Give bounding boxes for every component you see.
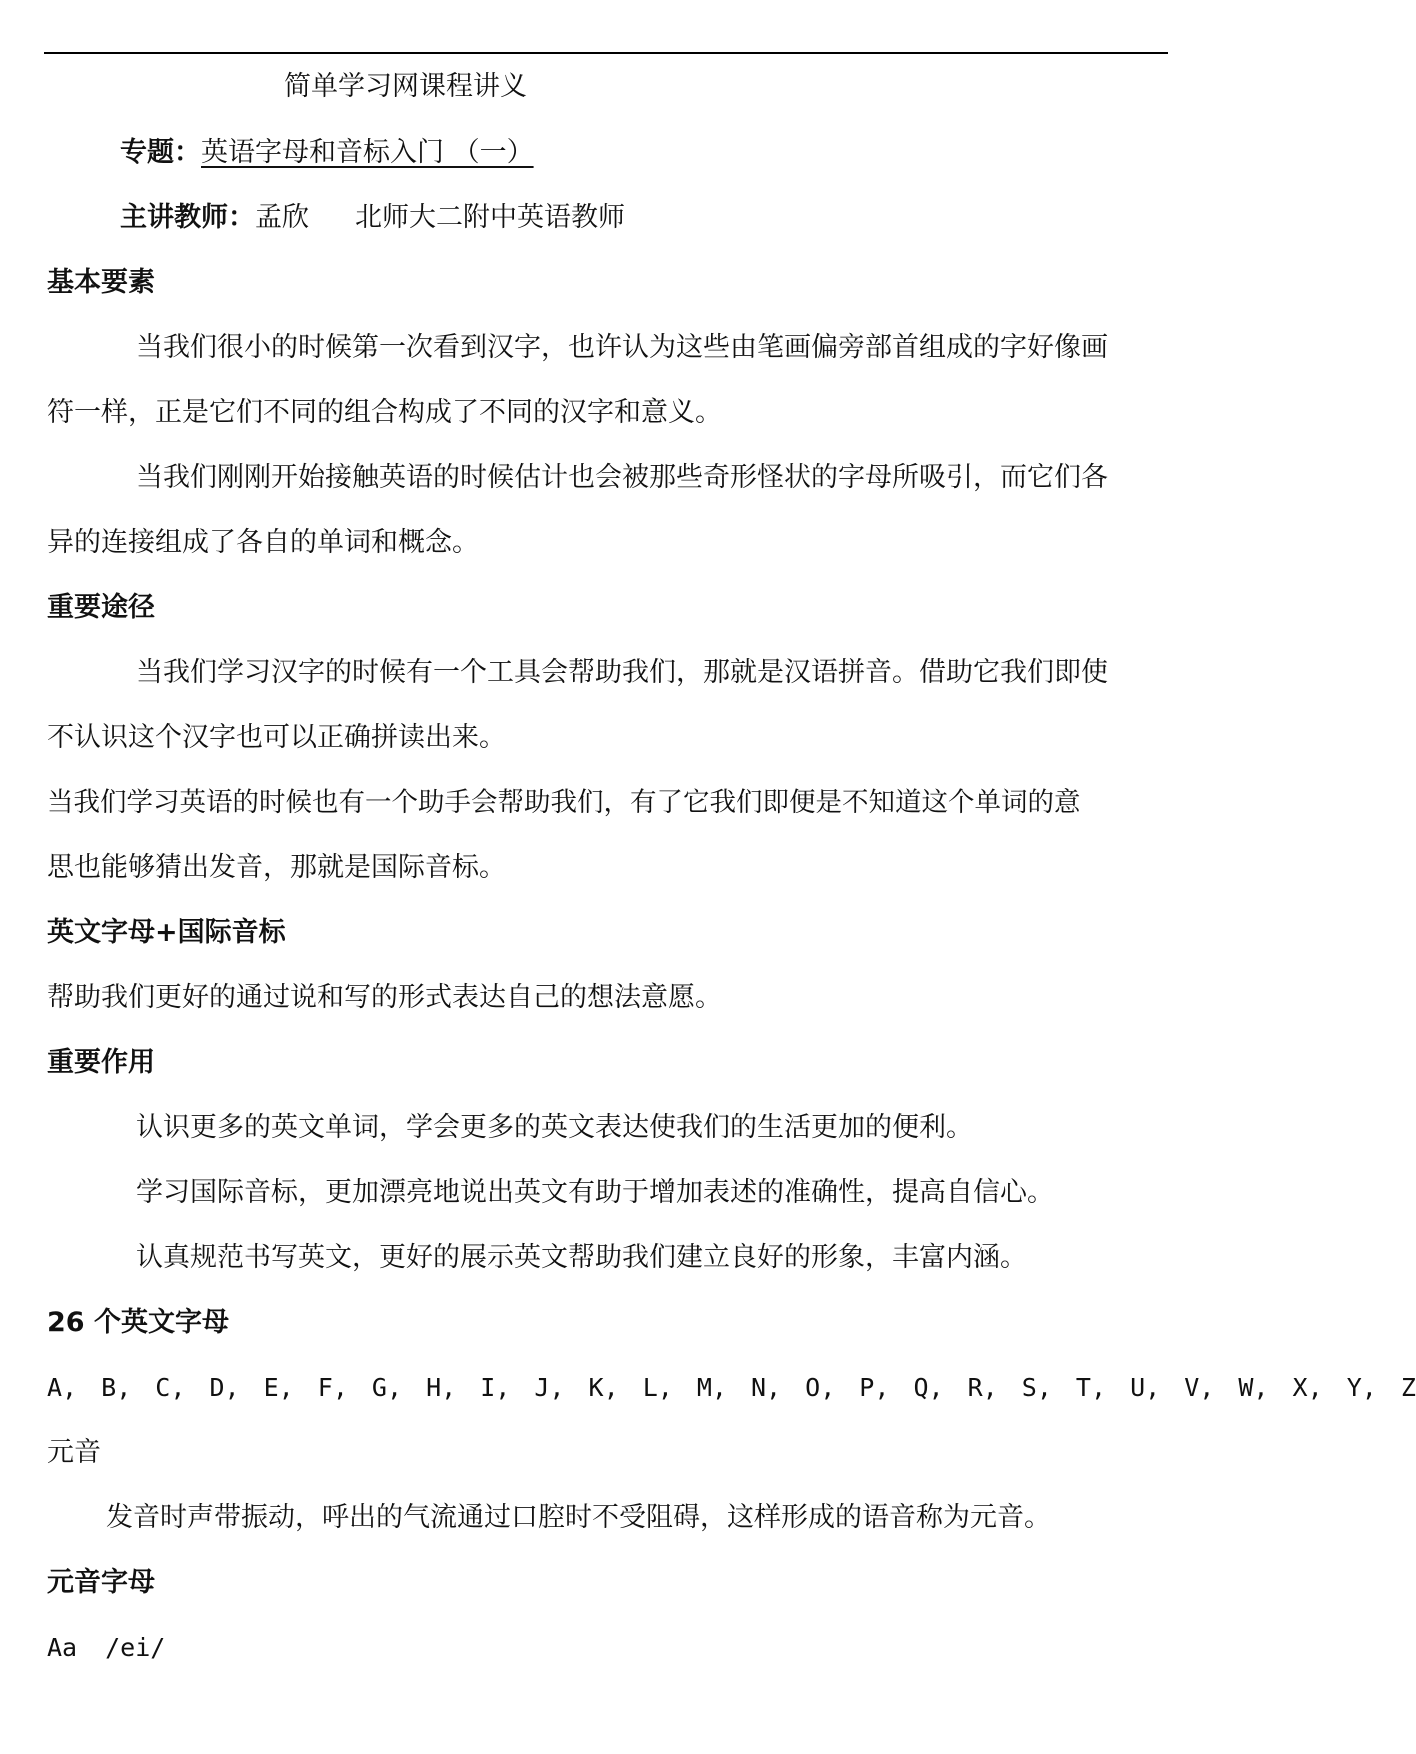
path-paragraph-1-line-1: 当我们学习汉字的时候有一个工具会帮助我们，那就是汉语拼音。借助它我们即使: [136, 657, 1108, 688]
basic-paragraph-1-line-1: 当我们很小的时候第一次看到汉字，也许认为这些由笔画偏旁部首组成的字好像画: [136, 332, 1108, 363]
topic-value: 英语字母和音标入门 （一）: [201, 137, 534, 168]
heading-vowel-letters: 元音字母: [47, 1567, 155, 1598]
teacher-name: 孟欣: [255, 202, 309, 233]
role-item-2: 学习国际音标，更加漂亮地说出英文有助于增加表述的准确性，提高自信心。: [136, 1177, 1054, 1208]
basic-paragraph-2-line-2: 异的连接组成了各自的单词和概念。: [47, 527, 479, 558]
heading-alphabet: 26 个英文字母: [47, 1307, 229, 1338]
role-item-3: 认真规范书写英文，更好的展示英文帮助我们建立良好的形象，丰富内涵。: [136, 1242, 1027, 1273]
teacher-label: 主讲教师：: [120, 202, 255, 233]
heading-role: 重要作用: [47, 1047, 155, 1078]
teacher-line: [120, 199, 625, 237]
alphabet-letters: A, B, C, D, E, F, G, H, I, J, K, L, M, N, O, P, Q, R, S, T, U, V, W, X, Y, Z: [47, 1373, 1416, 1402]
vowel-letter-example: [47, 1629, 165, 1667]
topic-line: [120, 134, 534, 172]
letters-phonetics-text: 帮助我们更好的通过说和写的形式表达自己的想法意愿。: [47, 982, 722, 1013]
teacher-title: 北师大二附中英语教师: [355, 202, 625, 233]
basic-paragraph-1-line-2: 符一样，正是它们不同的组合构成了不同的汉字和意义。: [47, 397, 722, 428]
basic-paragraph-2-line-1: 当我们刚刚开始接触英语的时候估计也会被那些奇形怪状的字母所吸引，而它们各: [136, 462, 1108, 493]
role-item-1: 认识更多的英文单词，学会更多的英文表达使我们的生活更加的便利。: [136, 1112, 973, 1143]
topic-label: 专题：: [120, 137, 201, 168]
vowel-example-phonetic: /ei/: [105, 1633, 166, 1662]
vowel-definition: 发音时声带振动，呼出的气流通过口腔时不受阻碍，这样形成的语音称为元音。: [106, 1502, 1051, 1533]
path-paragraph-1-line-2: 不认识这个汉字也可以正确拼读出来。: [47, 722, 506, 753]
path-paragraph-2-line-1: 当我们学习英语的时候也有一个助手会帮助我们，有了它我们即便是不知道这个单词的意: [47, 787, 1081, 818]
path-paragraph-2-line-2: 思也能够猜出发音，那就是国际音标。: [47, 852, 506, 883]
heading-path: 重要途径: [47, 592, 155, 623]
heading-basic: 基本要素: [47, 267, 155, 298]
document-title: 简单学习网课程讲义: [284, 71, 527, 102]
vowel-example-letter: Aa: [47, 1633, 78, 1662]
heading-letters-phonetics: 英文字母+国际音标: [47, 917, 286, 948]
vowel-label: 元音: [47, 1437, 101, 1468]
header-rule: [44, 52, 1168, 54]
